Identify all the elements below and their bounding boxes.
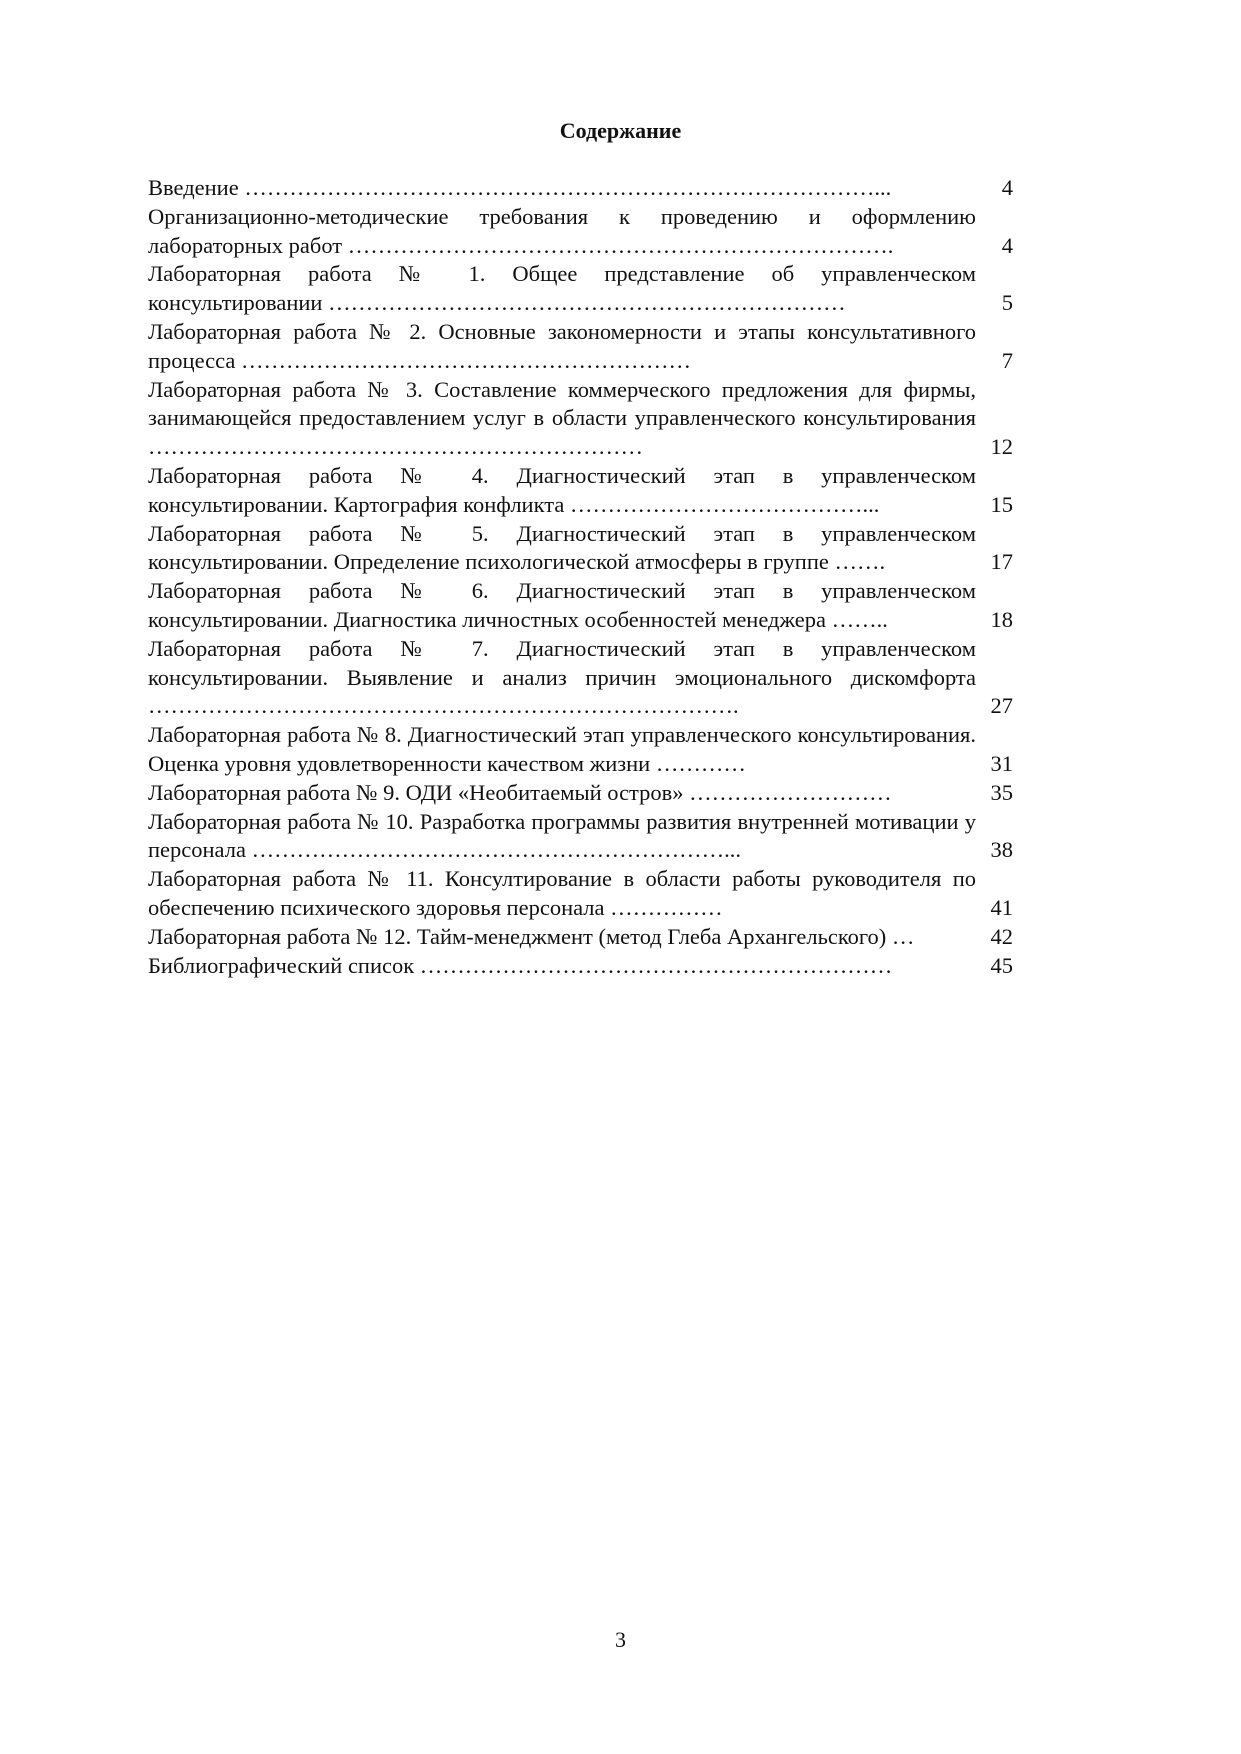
toc-entry-title: Лабораторная работа № 7. Диагностический этап в управленческом консультировании. Выявление и анализ причин эмоционального дискомфорта ……………………………………………………………………. <box>148 635 976 719</box>
toc-entry[interactable] <box>148 520 1013 578</box>
toc-entry-page: 38 <box>990 837 1013 863</box>
toc-entry-page: 42 <box>990 923 1013 949</box>
toc-entry-title: Лабораторная работа № 11. Консултирование в области работы руководителя по обеспечению психического здоровья персонала …………… <box>148 866 976 920</box>
toc-entry-title: Лабораторная работа № 12. Тайм-менеджмент (метод Глеба Архангельского) … <box>148 923 915 949</box>
toc-entry[interactable] <box>148 635 1013 721</box>
toc-entry[interactable] <box>148 865 1013 923</box>
toc-entry[interactable] <box>148 462 1013 520</box>
toc-entry-title: Лабораторная работа № 9. ОДИ «Необитаемый остров» ……………………… <box>148 779 892 805</box>
toc-entry-page: 12 <box>990 434 1013 460</box>
toc-entry-title: Лабораторная работа № 8. Диагностический этап управленческого консультирования. Оценка уровня удовлетворенности качеством жизни ………… <box>148 722 976 776</box>
toc-entry-title: Лабораторная работа № 3. Составление коммерческого предложения для фирмы, занимающейся предоставлением услуг в области управленческого консультирования ………………………………………………………… <box>148 376 976 460</box>
toc-entry[interactable] <box>148 779 1013 808</box>
toc-entry-page: 18 <box>990 606 1013 632</box>
toc-entry-page: 27 <box>990 693 1013 719</box>
toc-entry[interactable] <box>148 203 1013 261</box>
toc-entry-page: 15 <box>990 491 1013 517</box>
toc-entry-title: Лабораторная работа № 4. Диагностический этап в управленческом консультировании. Картография конфликта …………………………………... <box>148 462 976 517</box>
toc-entry-page: 41 <box>990 894 1013 920</box>
toc-entry-page: 35 <box>990 779 1013 805</box>
table-of-contents <box>148 174 1013 980</box>
toc-entry-title: Лабораторная работа № 5. Диагностический этап в управленческом консультировании. Определение психологической атмосферы в группе ……. <box>148 520 976 575</box>
toc-entry[interactable] <box>148 721 1013 779</box>
toc-entry-title: Введение …………………………………………………………………………... <box>148 175 892 200</box>
toc-entry-page: 17 <box>990 549 1013 575</box>
toc-entry[interactable] <box>148 318 1013 376</box>
page-number: 3 <box>615 1627 626 1652</box>
toc-entry[interactable] <box>148 577 1013 635</box>
toc-entry-page: 5 <box>1001 290 1013 316</box>
toc-entry[interactable] <box>148 923 1013 952</box>
toc-entry[interactable] <box>148 376 1013 462</box>
toc-entry-page: 4 <box>1001 175 1013 200</box>
toc-entry-title: Лабораторная работа № 1. Общее представление об управленческом консультировании …………………………………………………………… <box>148 261 976 316</box>
toc-entry[interactable] <box>148 808 1013 866</box>
toc-entry-page: 31 <box>990 750 1013 776</box>
toc-entry-page: 45 <box>990 952 1013 978</box>
toc-entry[interactable] <box>148 260 1013 318</box>
toc-entry-page: 7 <box>1001 347 1013 373</box>
toc-entry-title: Лабораторная работа № 2. Основные закономерности и этапы консультативного процесса …………………………………………………… <box>148 318 976 373</box>
toc-entry-title: Организационно-методические требования к проведению и оформлению лабораторных работ ………………………………………………………………. <box>148 203 976 258</box>
toc-entry-page: 4 <box>1001 232 1013 258</box>
toc-entry-title: Лабораторная работа № 10. Разработка программы развития внутренней мотивации у персонала ………………………………………………………... <box>148 808 976 863</box>
toc-entry-title: Библиографический список ……………………………………………………… <box>148 952 893 978</box>
toc-entry[interactable] <box>148 952 1013 981</box>
page-title: Содержание <box>559 118 682 143</box>
toc-entry-title: Лабораторная работа № 6. Диагностический этап в управленческом консультировании. Диагностика личностных особенностей менеджера …….. <box>148 578 976 632</box>
toc-entry[interactable] <box>148 174 1013 203</box>
